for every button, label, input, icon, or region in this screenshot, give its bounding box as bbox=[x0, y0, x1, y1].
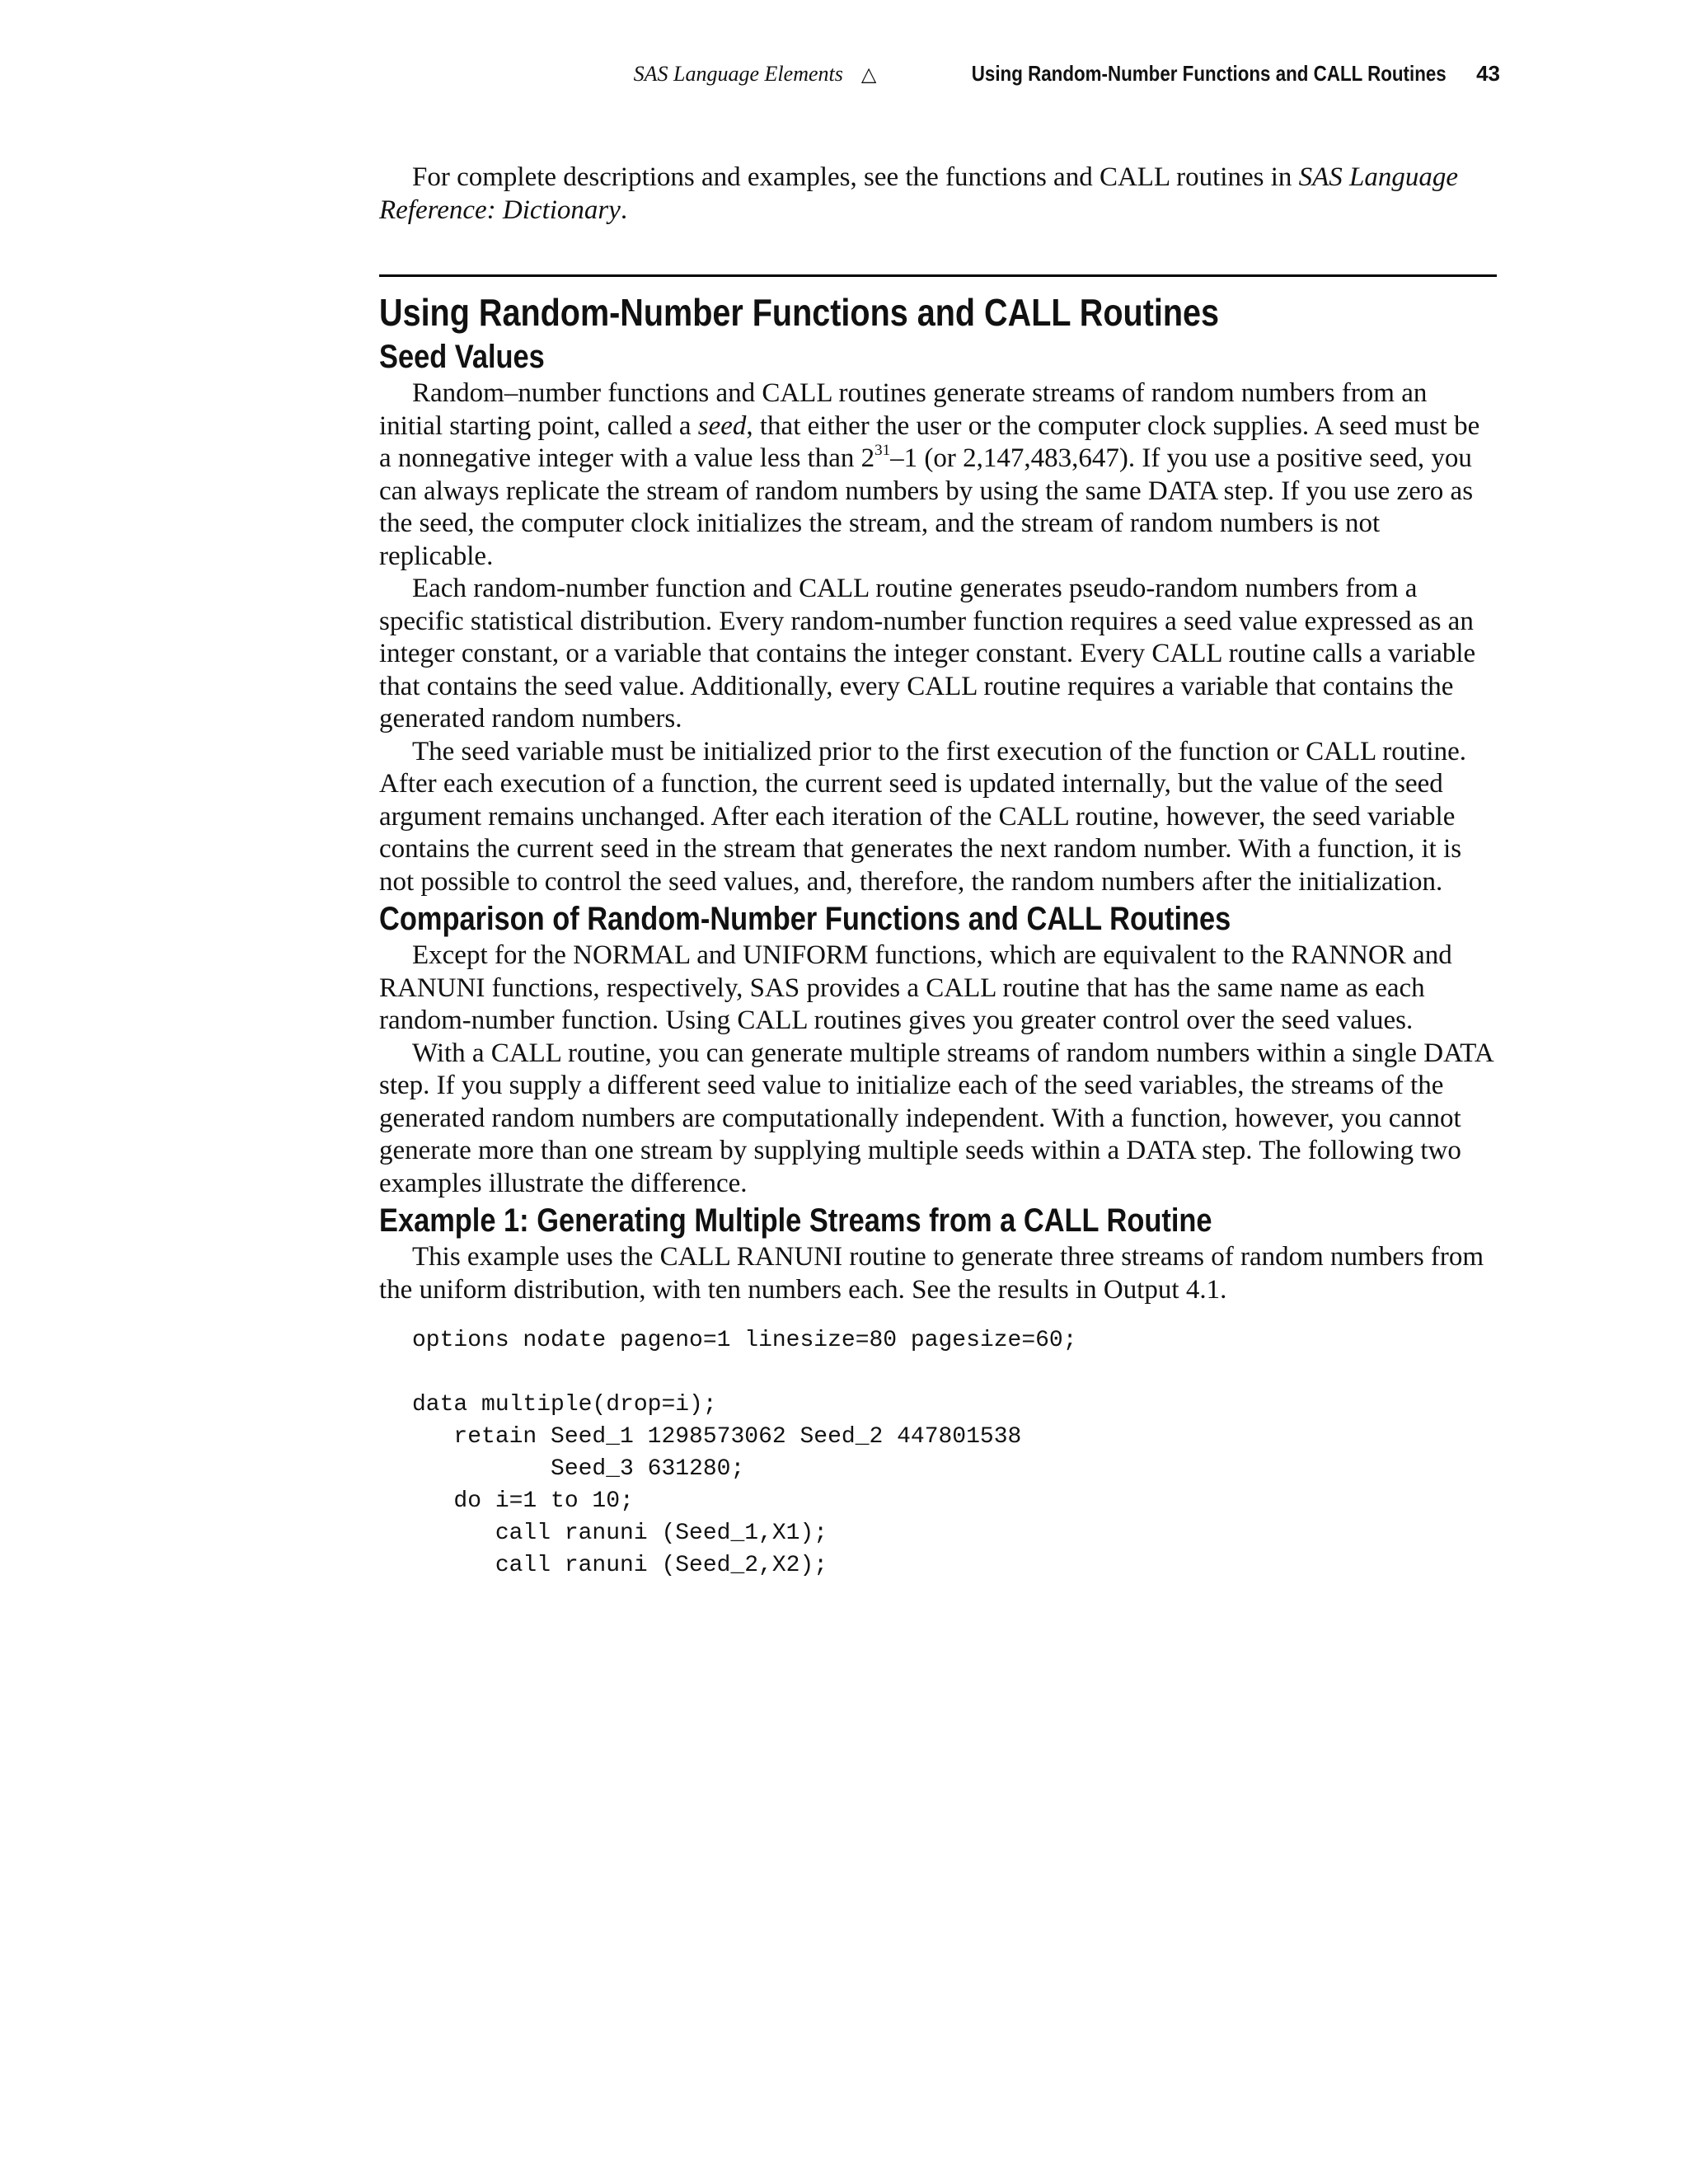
triangle-icon: △ bbox=[860, 63, 877, 86]
seed-p1-text-a: Random–number functions and CALL routines generate streams of random numbers from an initial starting point, called a bbox=[379, 378, 1428, 441]
section-rule bbox=[379, 274, 1497, 277]
comparison-paragraph-2: With a CALL routine, you can generate multiple streams of random numbers within a single DATA step. If you supply a different seed value to initialize each of the seed variables, the streams of the generated random numbers are computationally independent. With a function, however, you cannot generate more than one stream by supplying multiple seeds within a DATA step. The following two examples illustrate the difference. bbox=[379, 1038, 1493, 1198]
comparison-paragraph-1: Except for the NORMAL and UNIFORM functions, which are equivalent to the RANNOR and RANUNI functions, respectively, SAS provides a CALL routine that has the same name as each random-number function. Using CALL routines gives you greater control over the seed values. bbox=[379, 940, 1452, 1035]
intro-paragraph bbox=[379, 162, 1497, 227]
intro-text: For complete descriptions and examples, see the functions and CALL routines in bbox=[412, 162, 1299, 192]
page-content bbox=[379, 162, 1497, 1582]
seed-paragraph-2: Each random-number function and CALL routine generates pseudo-random numbers from a specific statistical distribution. Every random-number function requires a seed value expressed as an integer constant, or a variable that contains the integer constant. Every CALL routine calls a variable that contains the seed value. Additionally, every CALL routine requires a variable that contains the generated random numbers. bbox=[379, 574, 1476, 733]
page-number: 43 bbox=[1476, 61, 1500, 86]
intro-text-end: . bbox=[620, 194, 628, 225]
code-block: options nodate pageno=1 linesize=80 pagesize=60; data multiple(drop=i); retain Seed_1 1298573062 Seed_2 447801538 Seed_3 631280; do i=1 to 10; call ranuni (Seed_1,X1); call ranuni (Seed_2,X2); bbox=[412, 1328, 1077, 1578]
seed-paragraph-3: The seed variable must be initialized prior to the first execution of the function or CALL routine. After each execution of a function, the current seed is updated internally, but the value of the seed argument remains unchanged. After each iteration of the CALL routine, however, the seed variable contains the current seed in the stream that generates the next random number. With a function, it is not possible to control the seed values, and, therefore, the random numbers after the initialization. bbox=[379, 736, 1466, 897]
chapter-title: Using Random-Number Functions and CALL Routines bbox=[972, 61, 1447, 86]
example1-paragraph: This example uses the CALL RANUNI routine to generate three streams of random numbers from the uniform distribution, with ten numbers each. See the results in Output 4.1. bbox=[379, 1242, 1484, 1305]
reference-title: SAS Language Reference: Dictionary bbox=[379, 162, 1459, 225]
seed-term: seed bbox=[697, 410, 747, 441]
section-title: Using Random-Number Functions and CALL Routines bbox=[379, 291, 1220, 334]
example1-heading: Example 1: Generating Multiple Streams from a CALL Routine bbox=[379, 1202, 1212, 1239]
seed-p1-text-b: , that either the user or the computer clock supplies. A seed must be a nonnegative integer with a value less than 2 bbox=[379, 410, 1480, 473]
seed-p1-text-c: –1 (or 2,147,483,647). If you use a positive seed, you can always replicate the stream of random numbers by using the same DATA step. If you use zero as the seed, the computer clock initializes the stream, and the stream of random numbers is not replicable. bbox=[379, 443, 1474, 571]
comparison-heading: Comparison of Random-Number Functions and CALL Routines bbox=[379, 901, 1231, 937]
book-title: SAS Language Elements bbox=[633, 62, 843, 86]
running-head bbox=[379, 59, 1500, 88]
seed-paragraph-1 bbox=[379, 377, 1497, 573]
seed-values-heading: Seed Values bbox=[379, 339, 545, 375]
exponent: 31 bbox=[874, 442, 891, 459]
